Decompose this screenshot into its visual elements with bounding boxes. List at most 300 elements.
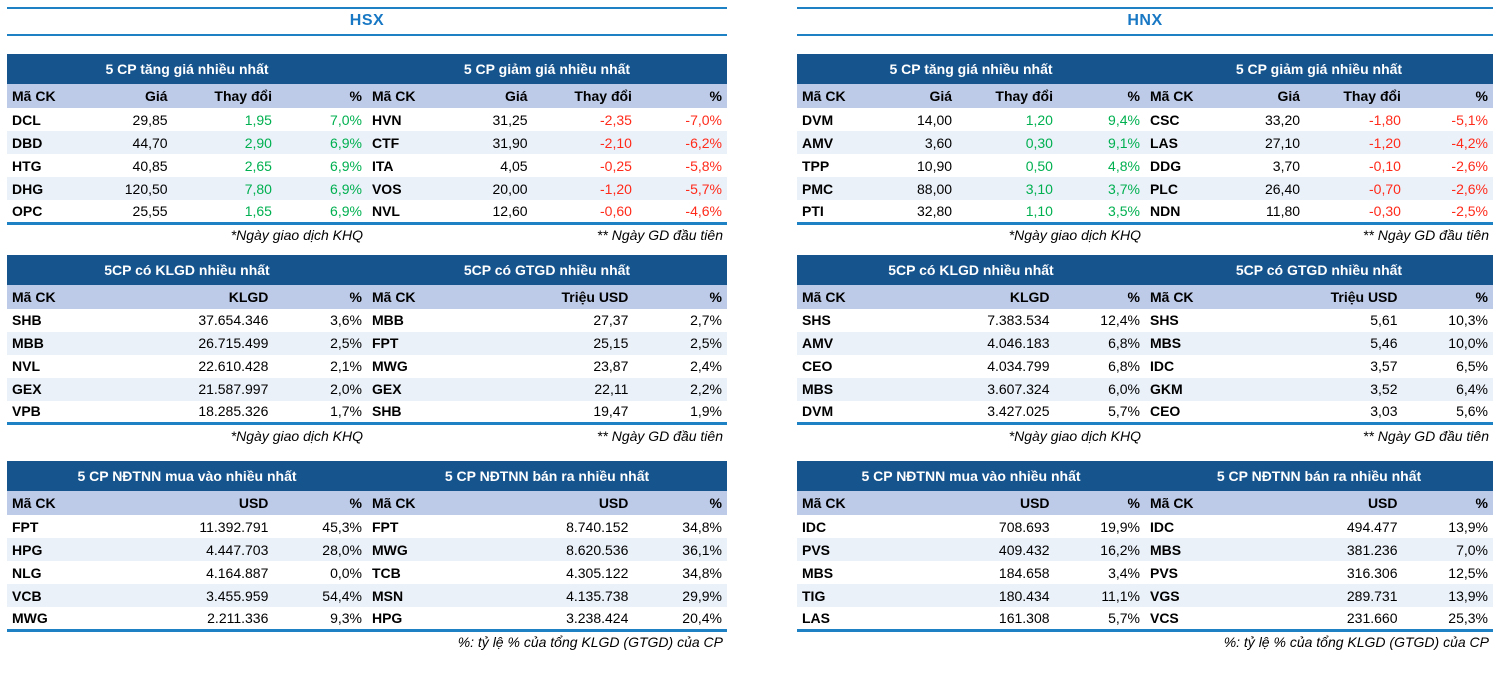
ticker-cell: MBS <box>1149 335 1182 351</box>
ticker-cell: VCS <box>1149 609 1179 626</box>
ticker-cell: AMV <box>802 335 834 351</box>
ticker-cell: PVS <box>802 541 831 558</box>
table-title-row <box>797 461 1493 491</box>
column-header: % <box>277 84 367 108</box>
value-cell: -2,35 <box>600 111 632 128</box>
value-cell: 6,9% <box>330 202 362 219</box>
value-cell: 11.392.791 <box>199 518 269 535</box>
value-cell: 22.610.428 <box>198 358 269 374</box>
ticker-cell: NVL <box>371 202 400 219</box>
table-row <box>797 309 1493 332</box>
value-cell: 31,25 <box>492 111 528 128</box>
ticker-cell: NVL <box>12 358 40 374</box>
ticker-cell: TPP <box>802 157 830 174</box>
value-cell: 12,60 <box>492 202 528 219</box>
value-cell: 3,57 <box>1370 358 1398 374</box>
ticker-cell: FPT <box>371 518 399 535</box>
ticker-cell: MBB <box>371 312 404 328</box>
table-row <box>797 332 1493 355</box>
value-cell: 34,8% <box>682 564 722 581</box>
column-header: % <box>633 491 727 515</box>
value-cell: 10,90 <box>917 157 953 174</box>
column-header: % <box>633 285 727 309</box>
value-cell: 316.306 <box>1346 564 1398 581</box>
value-cell: 19,47 <box>593 403 629 420</box>
value-cell: -0,30 <box>1369 202 1401 219</box>
value-cell: 18.285.326 <box>198 403 269 420</box>
value-cell: 6,8% <box>1108 335 1140 351</box>
footnote: %: tỷ lệ % của tổng KLGD (GTGD) của CP <box>457 634 723 650</box>
value-cell: 27,37 <box>593 312 629 328</box>
ticker-cell: IDC <box>802 518 827 535</box>
column-header: Giá <box>453 84 532 108</box>
table-section-title-left: 5 CP tăng giá nhiều nhất <box>7 54 367 84</box>
ticker-cell: VPB <box>12 403 41 420</box>
ticker-cell: DVM <box>802 403 834 420</box>
value-cell: 409.432 <box>998 541 1050 558</box>
value-cell: 7,0% <box>1456 541 1488 558</box>
value-cell: 22,11 <box>594 381 629 397</box>
ticker-cell: DDG <box>1149 157 1182 174</box>
value-cell: 120,50 <box>124 180 168 197</box>
ticker-cell: VGS <box>1149 587 1180 604</box>
value-cell: 11,80 <box>1266 202 1301 219</box>
value-cell: 26.715.499 <box>198 335 269 351</box>
column-header: Mã CK <box>7 84 93 108</box>
value-cell: 5,7% <box>1108 609 1140 626</box>
value-cell: 5,46 <box>1370 335 1398 351</box>
value-cell: -0,10 <box>1369 157 1401 174</box>
column-header: Mã CK <box>1145 285 1229 309</box>
footnote: ** Ngày GD đầu tiên <box>596 427 723 444</box>
hnx-foreign-trading-table <box>797 461 1493 632</box>
value-cell: 16,2% <box>1100 541 1140 558</box>
table-section-title-right: 5CP có GTGD nhiều nhất <box>1145 255 1493 285</box>
table-row <box>7 154 727 177</box>
value-cell: -2,6% <box>1451 180 1488 197</box>
value-cell: 40,85 <box>132 157 168 174</box>
table-row <box>7 309 727 332</box>
ticker-cell: HPG <box>12 541 43 558</box>
column-header: Mã CK <box>367 491 453 515</box>
table-row <box>797 538 1493 561</box>
value-cell: 4.164.887 <box>206 564 269 581</box>
table-title-row <box>7 255 727 285</box>
value-cell: 7.383.534 <box>987 312 1050 328</box>
value-cell: 21.587.997 <box>198 381 269 397</box>
value-cell: -4,6% <box>685 202 722 219</box>
ticker-cell: PLC <box>1149 180 1178 197</box>
table-row <box>7 538 727 561</box>
table-row <box>7 515 727 538</box>
footnote-row <box>797 225 1493 246</box>
column-header: % <box>273 285 367 309</box>
column-header: Mã CK <box>1145 491 1229 515</box>
value-cell: 1,20 <box>1025 111 1053 128</box>
value-cell: 11,1% <box>1101 587 1140 604</box>
ticker-cell: NDN <box>1149 202 1181 219</box>
column-header: Mã CK <box>7 491 93 515</box>
ticker-cell: CEO <box>802 358 833 374</box>
value-cell: 494.477 <box>1346 518 1398 535</box>
ticker-cell: AMV <box>802 134 834 151</box>
value-cell: 3.427.025 <box>987 403 1050 420</box>
column-header-row <box>797 285 1493 309</box>
column-header: % <box>1055 491 1145 515</box>
ticker-cell: MSN <box>371 587 404 604</box>
column-header-row <box>7 84 727 108</box>
table-section-title-left: 5 CP NĐTNN mua vào nhiều nhất <box>7 461 367 491</box>
footnote: ** Ngày GD đầu tiên <box>1362 227 1489 243</box>
value-cell: -2,10 <box>600 134 632 151</box>
table-row <box>797 108 1493 131</box>
value-cell: -5,1% <box>1451 111 1488 128</box>
value-cell: 4.447.703 <box>206 541 269 558</box>
table-row <box>797 515 1493 538</box>
value-cell: 2,90 <box>244 134 272 151</box>
value-cell: -4,2% <box>1451 134 1488 151</box>
table-section-title-right: 5 CP giảm giá nhiều nhất <box>1145 54 1493 84</box>
value-cell: -1,20 <box>1369 134 1401 151</box>
value-cell: -7,0% <box>685 111 722 128</box>
ticker-cell: HVN <box>371 111 402 128</box>
value-cell: 32,80 <box>917 202 953 219</box>
value-cell: 3,10 <box>1025 180 1053 197</box>
ticker-cell: GKM <box>1149 381 1183 397</box>
table-row <box>797 378 1493 401</box>
value-cell: 7,0% <box>330 111 362 128</box>
value-cell: 19,9% <box>1100 518 1140 535</box>
column-header: Mã CK <box>7 285 93 309</box>
ticker-cell: CEO <box>1149 403 1181 420</box>
value-cell: 4,05 <box>500 157 528 174</box>
value-cell: 37.654.346 <box>198 312 269 328</box>
value-cell: 2,65 <box>244 157 272 174</box>
footnote-row <box>797 632 1493 653</box>
footnote: *Ngày giao dịch KHQ <box>1008 227 1141 243</box>
table-row <box>7 108 727 131</box>
column-header: % <box>1403 285 1494 309</box>
value-cell: 26,40 <box>1264 180 1301 197</box>
value-cell: 0,30 <box>1025 134 1053 151</box>
footnote: *Ngày giao dịch KHQ <box>230 427 363 444</box>
value-cell: 13,9% <box>1448 587 1488 604</box>
table-section-title-right: 5 CP NĐTNN bán ra nhiều nhất <box>1145 461 1493 491</box>
value-cell: 3,5% <box>1108 202 1140 219</box>
value-cell: 180.434 <box>998 587 1050 604</box>
value-cell: 2,0% <box>330 381 362 397</box>
table-row <box>7 200 727 223</box>
table-row <box>797 131 1493 154</box>
column-header: Mã CK <box>797 285 881 309</box>
table-section-title-right: 5 CP giảm giá nhiều nhất <box>367 54 727 84</box>
table-row <box>7 177 727 200</box>
exchange-title-block <box>7 7 727 36</box>
column-header-row <box>7 491 727 515</box>
value-cell: 3,52 <box>1370 381 1398 397</box>
column-header: Triệu USD <box>1229 285 1403 309</box>
footnote: *Ngày giao dịch KHQ <box>1008 427 1141 444</box>
column-header: Mã CK <box>797 84 881 108</box>
column-header: USD <box>881 491 1055 515</box>
value-cell: 3,60 <box>924 134 953 151</box>
ticker-cell: VOS <box>371 180 402 197</box>
value-cell: 3.455.959 <box>206 587 269 604</box>
value-cell: 3,4% <box>1108 564 1140 581</box>
ticker-cell: MWG <box>371 358 408 374</box>
table-title-row <box>797 255 1493 285</box>
column-header: Mã CK <box>367 84 453 108</box>
value-cell: -0,70 <box>1369 180 1401 197</box>
value-cell: 6,4% <box>1456 381 1488 397</box>
ticker-cell: HTG <box>12 157 42 174</box>
column-header: % <box>637 84 727 108</box>
table-row <box>7 355 727 378</box>
value-cell: 36,1% <box>682 541 722 558</box>
ticker-cell: MBS <box>802 381 834 397</box>
value-cell: 14,00 <box>917 111 953 128</box>
value-cell: -1,80 <box>1369 111 1401 128</box>
value-cell: 6,9% <box>330 180 362 197</box>
column-header: Thay đổi <box>1305 84 1406 108</box>
table-section-title-left: 5CP có KLGD nhiều nhất <box>7 255 367 285</box>
ticker-cell: HPG <box>371 609 403 626</box>
value-cell: 20,00 <box>492 180 528 197</box>
hnx-volume-value-table <box>797 255 1493 426</box>
hnx-price-movers-table <box>797 54 1493 225</box>
value-cell: 6,5% <box>1456 358 1488 374</box>
ticker-cell: TIG <box>802 587 826 604</box>
value-cell: 0,0% <box>330 564 362 581</box>
value-cell: 29,85 <box>132 111 168 128</box>
value-cell: 8.620.536 <box>566 541 629 558</box>
value-cell: 13,9% <box>1448 518 1488 535</box>
value-cell: 6,0% <box>1108 381 1140 397</box>
value-cell: 3.238.424 <box>566 609 629 626</box>
exchange-title-hsx: HSX <box>349 12 385 29</box>
value-cell: 1,10 <box>1025 202 1053 219</box>
ticker-cell: TCB <box>371 564 401 581</box>
value-cell: 4.046.183 <box>987 335 1050 351</box>
value-cell: 45,3% <box>322 518 362 535</box>
ticker-cell: PMC <box>802 180 834 197</box>
ticker-cell: LAS <box>1149 134 1178 151</box>
column-header: Thay đổi <box>957 84 1058 108</box>
value-cell: 161.308 <box>998 609 1050 626</box>
ticker-cell: FPT <box>12 518 39 535</box>
value-cell: 4.034.799 <box>987 358 1050 374</box>
ticker-cell: GEX <box>371 381 402 397</box>
value-cell: 2,1% <box>330 358 362 374</box>
value-cell: 2,5% <box>330 335 362 351</box>
value-cell: 3,7% <box>1108 180 1140 197</box>
footnote-row <box>7 225 727 246</box>
value-cell: 31,90 <box>492 134 528 151</box>
value-cell: -5,8% <box>685 157 722 174</box>
value-cell: 5,7% <box>1108 403 1140 420</box>
value-cell: -0,60 <box>600 202 632 219</box>
column-header: % <box>273 491 367 515</box>
ticker-cell: CTF <box>371 134 400 151</box>
value-cell: 7,80 <box>244 180 272 197</box>
value-cell: 4,8% <box>1108 157 1140 174</box>
table-row <box>7 401 727 424</box>
value-cell: 5,61 <box>1370 312 1398 328</box>
column-header: % <box>1406 84 1493 108</box>
footnote-row <box>7 425 727 446</box>
ticker-cell: SHB <box>371 403 402 420</box>
table-title-row <box>7 54 727 84</box>
ticker-cell: GEX <box>12 381 42 397</box>
table-row <box>797 177 1493 200</box>
footnote: ** Ngày GD đầu tiên <box>596 227 723 243</box>
footnote: ** Ngày GD đầu tiên <box>1362 427 1489 444</box>
value-cell: 6,9% <box>330 134 362 151</box>
table-row <box>7 332 727 355</box>
value-cell: -2,5% <box>1451 202 1488 219</box>
column-header: Giá <box>93 84 172 108</box>
ticker-cell: MBS <box>802 564 834 581</box>
footnote-row <box>797 425 1493 446</box>
ticker-cell: NLG <box>12 564 42 581</box>
hsx-panel <box>7 7 727 662</box>
value-cell: 3.607.324 <box>987 381 1050 397</box>
table-section-title-right: 5CP có GTGD nhiều nhất <box>367 255 727 285</box>
value-cell: 9,1% <box>1108 134 1140 151</box>
table-row <box>797 200 1493 223</box>
exchange-title-block <box>797 7 1493 36</box>
ticker-cell: MWG <box>371 541 408 558</box>
table-row <box>797 607 1493 630</box>
ticker-cell: OPC <box>12 202 43 219</box>
value-cell: 3,6% <box>330 312 362 328</box>
column-header: Thay đổi <box>173 84 277 108</box>
column-header: Mã CK <box>367 285 453 309</box>
value-cell: -5,7% <box>685 180 722 197</box>
column-header: USD <box>453 491 633 515</box>
table-row <box>797 584 1493 607</box>
column-header: Thay đổi <box>533 84 637 108</box>
table-section-title-left: 5 CP tăng giá nhiều nhất <box>797 54 1145 84</box>
table-title-row <box>7 461 727 491</box>
ticker-cell: SHB <box>12 312 42 328</box>
value-cell: 20,4% <box>682 609 722 626</box>
value-cell: 4.135.738 <box>566 587 629 604</box>
value-cell: 184.658 <box>998 564 1050 581</box>
value-cell: 2,5% <box>690 335 722 351</box>
value-cell: 381.236 <box>1346 541 1398 558</box>
ticker-cell: VCB <box>12 587 42 604</box>
ticker-cell: IDC <box>1149 358 1175 374</box>
value-cell: 54,4% <box>322 587 362 604</box>
ticker-cell: CSC <box>1149 111 1180 128</box>
value-cell: 34,8% <box>682 518 722 535</box>
column-header: Mã CK <box>1145 84 1229 108</box>
column-header: KLGD <box>881 285 1055 309</box>
value-cell: 25,55 <box>132 202 168 219</box>
value-cell: 25,3% <box>1448 609 1488 626</box>
table-row <box>7 561 727 584</box>
footnote: %: tỷ lệ % của tổng KLGD (GTGD) của CP <box>1223 634 1489 650</box>
value-cell: 8.740.152 <box>566 518 629 535</box>
table-section-title-left: 5 CP NĐTNN mua vào nhiều nhất <box>797 461 1145 491</box>
footnote: *Ngày giao dịch KHQ <box>230 227 363 243</box>
table-row <box>7 607 727 630</box>
value-cell: 29,9% <box>682 587 722 604</box>
value-cell: 6,9% <box>330 157 362 174</box>
table-title-row <box>797 54 1493 84</box>
hsx-volume-value-table <box>7 255 727 426</box>
value-cell: -2,6% <box>1451 157 1488 174</box>
ticker-cell: DVM <box>802 111 834 128</box>
hnx-panel <box>797 7 1493 662</box>
table-row <box>797 561 1493 584</box>
ticker-cell: MBS <box>1149 541 1182 558</box>
value-cell: 23,87 <box>593 358 629 374</box>
value-cell: -0,25 <box>600 157 632 174</box>
exchange-title-hnx: HNX <box>1127 12 1163 29</box>
value-cell: 10,0% <box>1448 335 1488 351</box>
value-cell: 10,3% <box>1448 312 1488 328</box>
value-cell: 3,03 <box>1370 403 1398 420</box>
value-cell: 12,4% <box>1100 312 1140 328</box>
ticker-cell: MBB <box>12 335 44 351</box>
column-header: USD <box>1229 491 1403 515</box>
value-cell: 1,65 <box>244 202 272 219</box>
ticker-cell: DBD <box>12 134 43 151</box>
footnote-row <box>7 632 727 653</box>
value-cell: 3,70 <box>1272 157 1301 174</box>
column-header: Giá <box>1228 84 1305 108</box>
ticker-cell: PVS <box>1149 564 1178 581</box>
value-cell: 12,5% <box>1448 564 1488 581</box>
value-cell: 2,2% <box>690 381 722 397</box>
column-header-row <box>797 84 1493 108</box>
ticker-cell: PTI <box>802 202 824 219</box>
table-row <box>7 378 727 401</box>
value-cell: 5,6% <box>1456 403 1488 420</box>
value-cell: 231.660 <box>1346 609 1398 626</box>
table-row <box>7 131 727 154</box>
value-cell: 33,20 <box>1264 111 1301 128</box>
table-row <box>797 401 1493 424</box>
value-cell: 2,4% <box>690 358 722 374</box>
ticker-cell: ITA <box>371 157 394 174</box>
value-cell: 4.305.122 <box>566 564 629 581</box>
value-cell: 27,10 <box>1264 134 1301 151</box>
value-cell: 88,00 <box>917 180 953 197</box>
value-cell: 6,8% <box>1108 358 1140 374</box>
column-header: Mã CK <box>797 491 881 515</box>
ticker-cell: FPT <box>371 335 399 351</box>
column-header: % <box>1055 285 1145 309</box>
table-section-title-right: 5 CP NĐTNN bán ra nhiều nhất <box>367 461 727 491</box>
ticker-cell: LAS <box>802 609 830 626</box>
value-cell: 28,0% <box>322 541 362 558</box>
column-header: % <box>1058 84 1145 108</box>
table-row <box>7 584 727 607</box>
value-cell: 1,9% <box>690 403 722 420</box>
value-cell: 2.211.336 <box>207 609 269 626</box>
ticker-cell: SHS <box>1149 312 1179 328</box>
value-cell: 9,4% <box>1108 111 1140 128</box>
value-cell: 44,70 <box>132 134 168 151</box>
column-header: Triệu USD <box>453 285 633 309</box>
hsx-foreign-trading-table <box>7 461 727 632</box>
value-cell: 9,3% <box>330 609 362 626</box>
value-cell: -1,20 <box>600 180 632 197</box>
value-cell: -6,2% <box>685 134 722 151</box>
